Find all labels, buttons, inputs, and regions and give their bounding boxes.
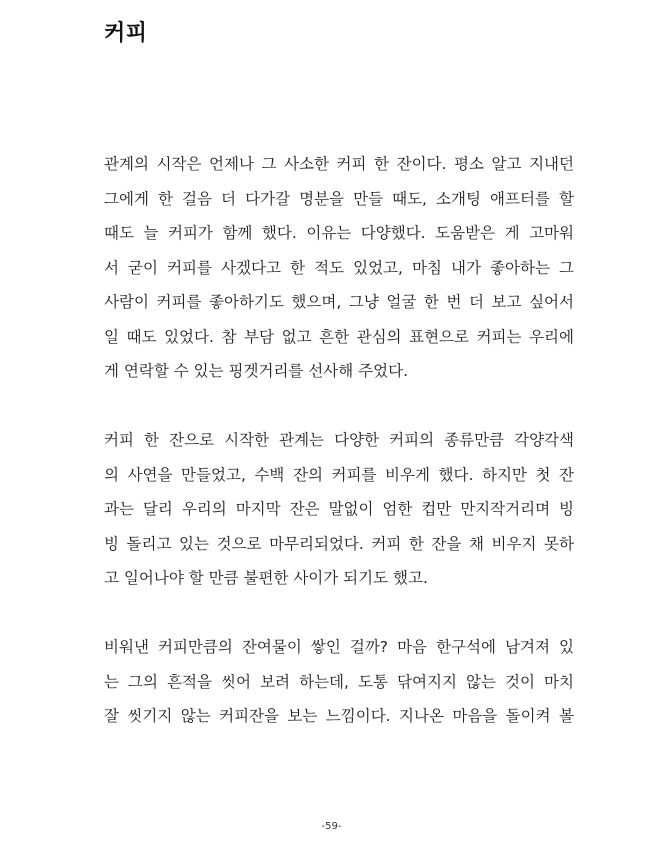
text-line: 서 굳이 커피를 사겠다고 한 적도 있었고, 마침 내가 좋아하는 그 xyxy=(104,258,574,277)
paragraph-2 xyxy=(104,423,574,596)
text-line: 커피 한 잔으로 시작한 관계는 다양한 커피의 종류만큼 각양각색 xyxy=(104,431,574,449)
text-line: 때도 늘 커피가 함께 했다. 이유는 다양했다. 도움받은 게 고마워 xyxy=(104,224,574,242)
text-line: 그에게 한 걸음 더 다가갈 명분을 만들 때도, 소개팅 애프터를 할 xyxy=(104,189,574,208)
text-line: 과는 달리 우리의 마지막 잔은 말없이 엄한 컵만 만지작거리며 빙 xyxy=(104,500,574,518)
text-line: 의 사연을 만들었고, 수백 잔의 커피를 비우게 했다. 하지만 첫 잔 xyxy=(104,465,574,484)
chapter-title: 커피 xyxy=(104,21,148,46)
text-line: 잘 씻기지 않는 커피잔을 보는 느낌이다. 지나온 마음을 돌이켜 볼 xyxy=(104,707,574,725)
text-line: 관계의 시작은 언제나 그 사소한 커피 한 잔이다. 평소 알고 지내던 xyxy=(104,155,574,173)
paragraph-1 xyxy=(104,147,574,389)
text-line-last: 게 연락할 수 있는 핑겟거리를 선사해 주었다. xyxy=(104,362,409,380)
page-number: -59- xyxy=(321,821,342,832)
text-line: 비워낸 커피만큼의 잔여물이 쌓인 걸까? 마음 한구석에 남겨져 있 xyxy=(104,638,574,656)
text-line: 일 때도 있었다. 참 부담 없고 흔한 관심의 표현으로 커피는 우리에 xyxy=(104,327,574,346)
paragraph-3 xyxy=(104,630,574,734)
text-line-last: 고 일어나야 할 만큼 불편한 사이가 되기도 했고. xyxy=(104,569,428,587)
text-line: 빙 돌리고 있는 것으로 마무리되었다. 커피 한 잔을 채 비우지 못하 xyxy=(104,534,574,553)
text-line: 는 그의 흔적을 씻어 보려 하는데, 도통 닦여지지 않는 것이 마치 xyxy=(104,672,574,691)
text-line: 사람이 커피를 좋아하기도 했으며, 그냥 얼굴 한 번 더 보고 싶어서 xyxy=(104,293,574,311)
